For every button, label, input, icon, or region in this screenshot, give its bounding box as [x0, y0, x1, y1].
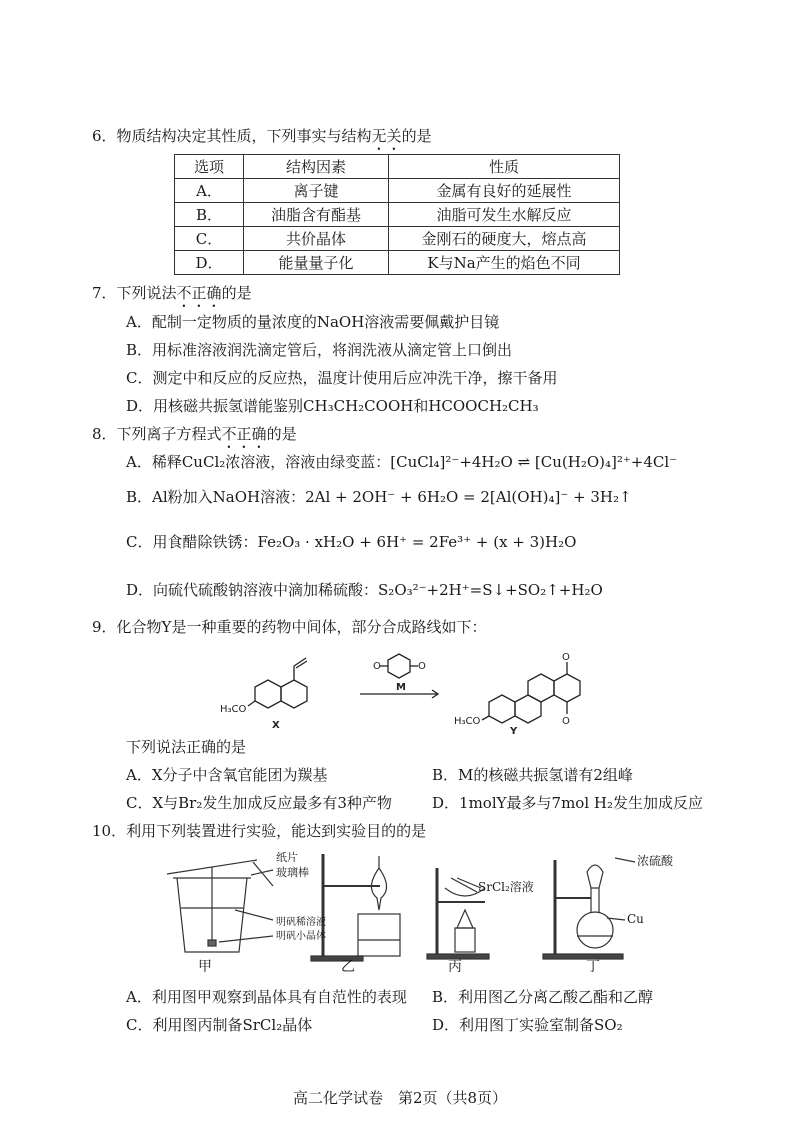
- q6-table: [174, 154, 620, 275]
- table-cell: B．: [175, 203, 244, 227]
- table-row: [175, 227, 620, 251]
- table-cell: 油脂可发生水解反应: [389, 203, 620, 227]
- q8-option-d: D．向硫代硫酸钠溶液中滴加稀硫酸：S₂O₃²⁻+2H⁺=S↓+SO₂↑+H₂O: [126, 581, 603, 599]
- label-paper-sheet: 纸片: [276, 851, 298, 864]
- label-glass-rod: 玻璃棒: [276, 866, 309, 879]
- q9-prompt: 下列说法正确的是: [126, 738, 247, 756]
- table-cell: 油脂含有酯基: [244, 203, 389, 227]
- x-benzene-ring: [255, 680, 281, 708]
- table-cell: 金属有良好的延展性: [389, 179, 620, 203]
- table-header: 选项: [175, 155, 244, 179]
- table-row: [175, 203, 620, 227]
- q8-emphasis: 不正确: [221, 425, 267, 443]
- q10-stem: 10．利用下列装置进行实验，能达到实验目的的是: [92, 822, 427, 840]
- x-substituent: H₃CO: [220, 704, 247, 715]
- table-row: [175, 179, 620, 203]
- label-copper: Cu: [627, 912, 644, 926]
- label-conc-sulfuric: 浓硫酸: [637, 854, 674, 868]
- q8-option-b: B．Al粉加入NaOH溶液：2Al + 2OH⁻ + 6H₂O = 2[Al(OH)₄]⁻ + 3H₂↑: [126, 488, 632, 506]
- q7-stem: [92, 283, 252, 311]
- x-second-ring: [281, 680, 307, 708]
- q9-option-d: D．1molY最多与7mol H₂发生加成反应: [432, 794, 703, 812]
- q10-option-c: C．利用图丙制备SrCl₂晶体: [126, 1016, 313, 1034]
- caption-jia: 甲: [198, 959, 212, 975]
- table-header: 结构因素: [244, 155, 389, 179]
- q8-option-c: C．用食醋除铁锈：Fe₂O₃ · xH₂O + 6H⁺ = 2Fe³⁺ + (x + 3)H₂O: [126, 533, 577, 551]
- q8-option-a: A．稀释CuCl₂浓溶液，溶液由绿变蓝：[CuCl₄]²⁻+4H₂O ⇌ [Cu(H₂O)₄]²⁺+4Cl⁻: [126, 453, 678, 471]
- table-cell: C．: [175, 227, 244, 251]
- label-alum-crystal: 明矾小晶体: [276, 931, 326, 942]
- label-srcl2-solution: SrCl₂溶液: [478, 880, 534, 894]
- q9-option-a: A．X分子中含氧官能团为羰基: [126, 766, 328, 784]
- svg-text:O: O: [418, 661, 426, 672]
- q7-option-d: D．用核磁共振氢谱能鉴别CH₃CH₂COOH和HCOOCH₂CH₃: [126, 397, 539, 415]
- q6-stem-text: 6．物质结构决定其性质，下列事实与结构: [92, 127, 372, 145]
- y-label: Y: [510, 726, 518, 736]
- q10-option-a: A．利用图甲观察到晶体具有自范性的表现: [126, 988, 407, 1006]
- table-header-row: [175, 155, 620, 179]
- q9-stem: 9．化合物Y是一种重要的药物中间体，部分合成路线如下：: [92, 618, 487, 636]
- apparatus-figures: [165, 848, 645, 978]
- table-row: [175, 251, 620, 275]
- q10-option-d: D．利用图丁实验室制备SO₂: [432, 1016, 623, 1034]
- table-cell: D．: [175, 251, 244, 275]
- receiving-beaker: [358, 914, 400, 956]
- synthesis-scheme: [210, 640, 610, 736]
- caption-yi: 乙: [341, 959, 355, 975]
- q9-option-c: C．X与Br₂发生加成反应最多有3种产物: [126, 794, 392, 812]
- q8-stem-end: 的是: [266, 425, 297, 443]
- dropping-funnel: [587, 865, 603, 888]
- label-dilute-alum: 明矾稀溶液: [276, 917, 326, 928]
- svg-text:O: O: [373, 661, 381, 672]
- separating-funnel: [371, 868, 386, 910]
- q10-option-b: B．利用图乙分离乙酸乙酯和乙醇: [432, 988, 654, 1006]
- table-cell: K与Na产生的焰色不同: [389, 251, 620, 275]
- q6-emphasis: 无关: [371, 127, 402, 145]
- caption-ding: 丁: [586, 959, 600, 975]
- table-cell: 能量量子化: [244, 251, 389, 275]
- q7-option-c: C．测定中和反应的反应热，温度计使用后应冲洗干净，擦干备用: [126, 369, 558, 387]
- x-label: X: [272, 720, 280, 731]
- table-cell: 共价晶体: [244, 227, 389, 251]
- table-cell: 金刚石的硬度大，熔点高: [389, 227, 620, 251]
- round-bottom-flask: [577, 912, 613, 948]
- q9-option-b: B．M的核磁共振氢谱有2组峰: [432, 766, 633, 784]
- svg-text:O: O: [562, 716, 570, 727]
- alcohol-lamp: [457, 910, 473, 928]
- q7-stem-text: 7．下列说法: [92, 284, 177, 302]
- table-header: 性质: [389, 155, 620, 179]
- q8-stem: [92, 424, 297, 452]
- q6-stem: [92, 126, 432, 154]
- q7-stem-end: 的是: [221, 284, 252, 302]
- q8-stem-text: 8．下列离子方程式: [92, 425, 222, 443]
- q6-stem-end: 的是: [401, 127, 432, 145]
- page-footer: 高二化学试卷 第2页（共8页）: [292, 1089, 508, 1107]
- m-quinone-ring: [388, 654, 410, 678]
- table-cell: A．: [175, 179, 244, 203]
- svg-text:O: O: [562, 652, 570, 663]
- caption-bing: 丙: [448, 959, 462, 975]
- y-substituent: H₃CO: [454, 716, 481, 727]
- q7-emphasis: 不正确: [176, 284, 222, 302]
- q7-option-b: B．用标准溶液润洗滴定管后，将润洗液从滴定管上口倒出: [126, 341, 513, 359]
- y-aromatic-ring: [489, 695, 515, 723]
- m-label: M: [396, 682, 406, 693]
- table-cell: 离子键: [244, 179, 389, 203]
- q7-option-a: A．配制一定物质的量浓度的NaOH溶液需要佩戴护目镜: [126, 313, 500, 331]
